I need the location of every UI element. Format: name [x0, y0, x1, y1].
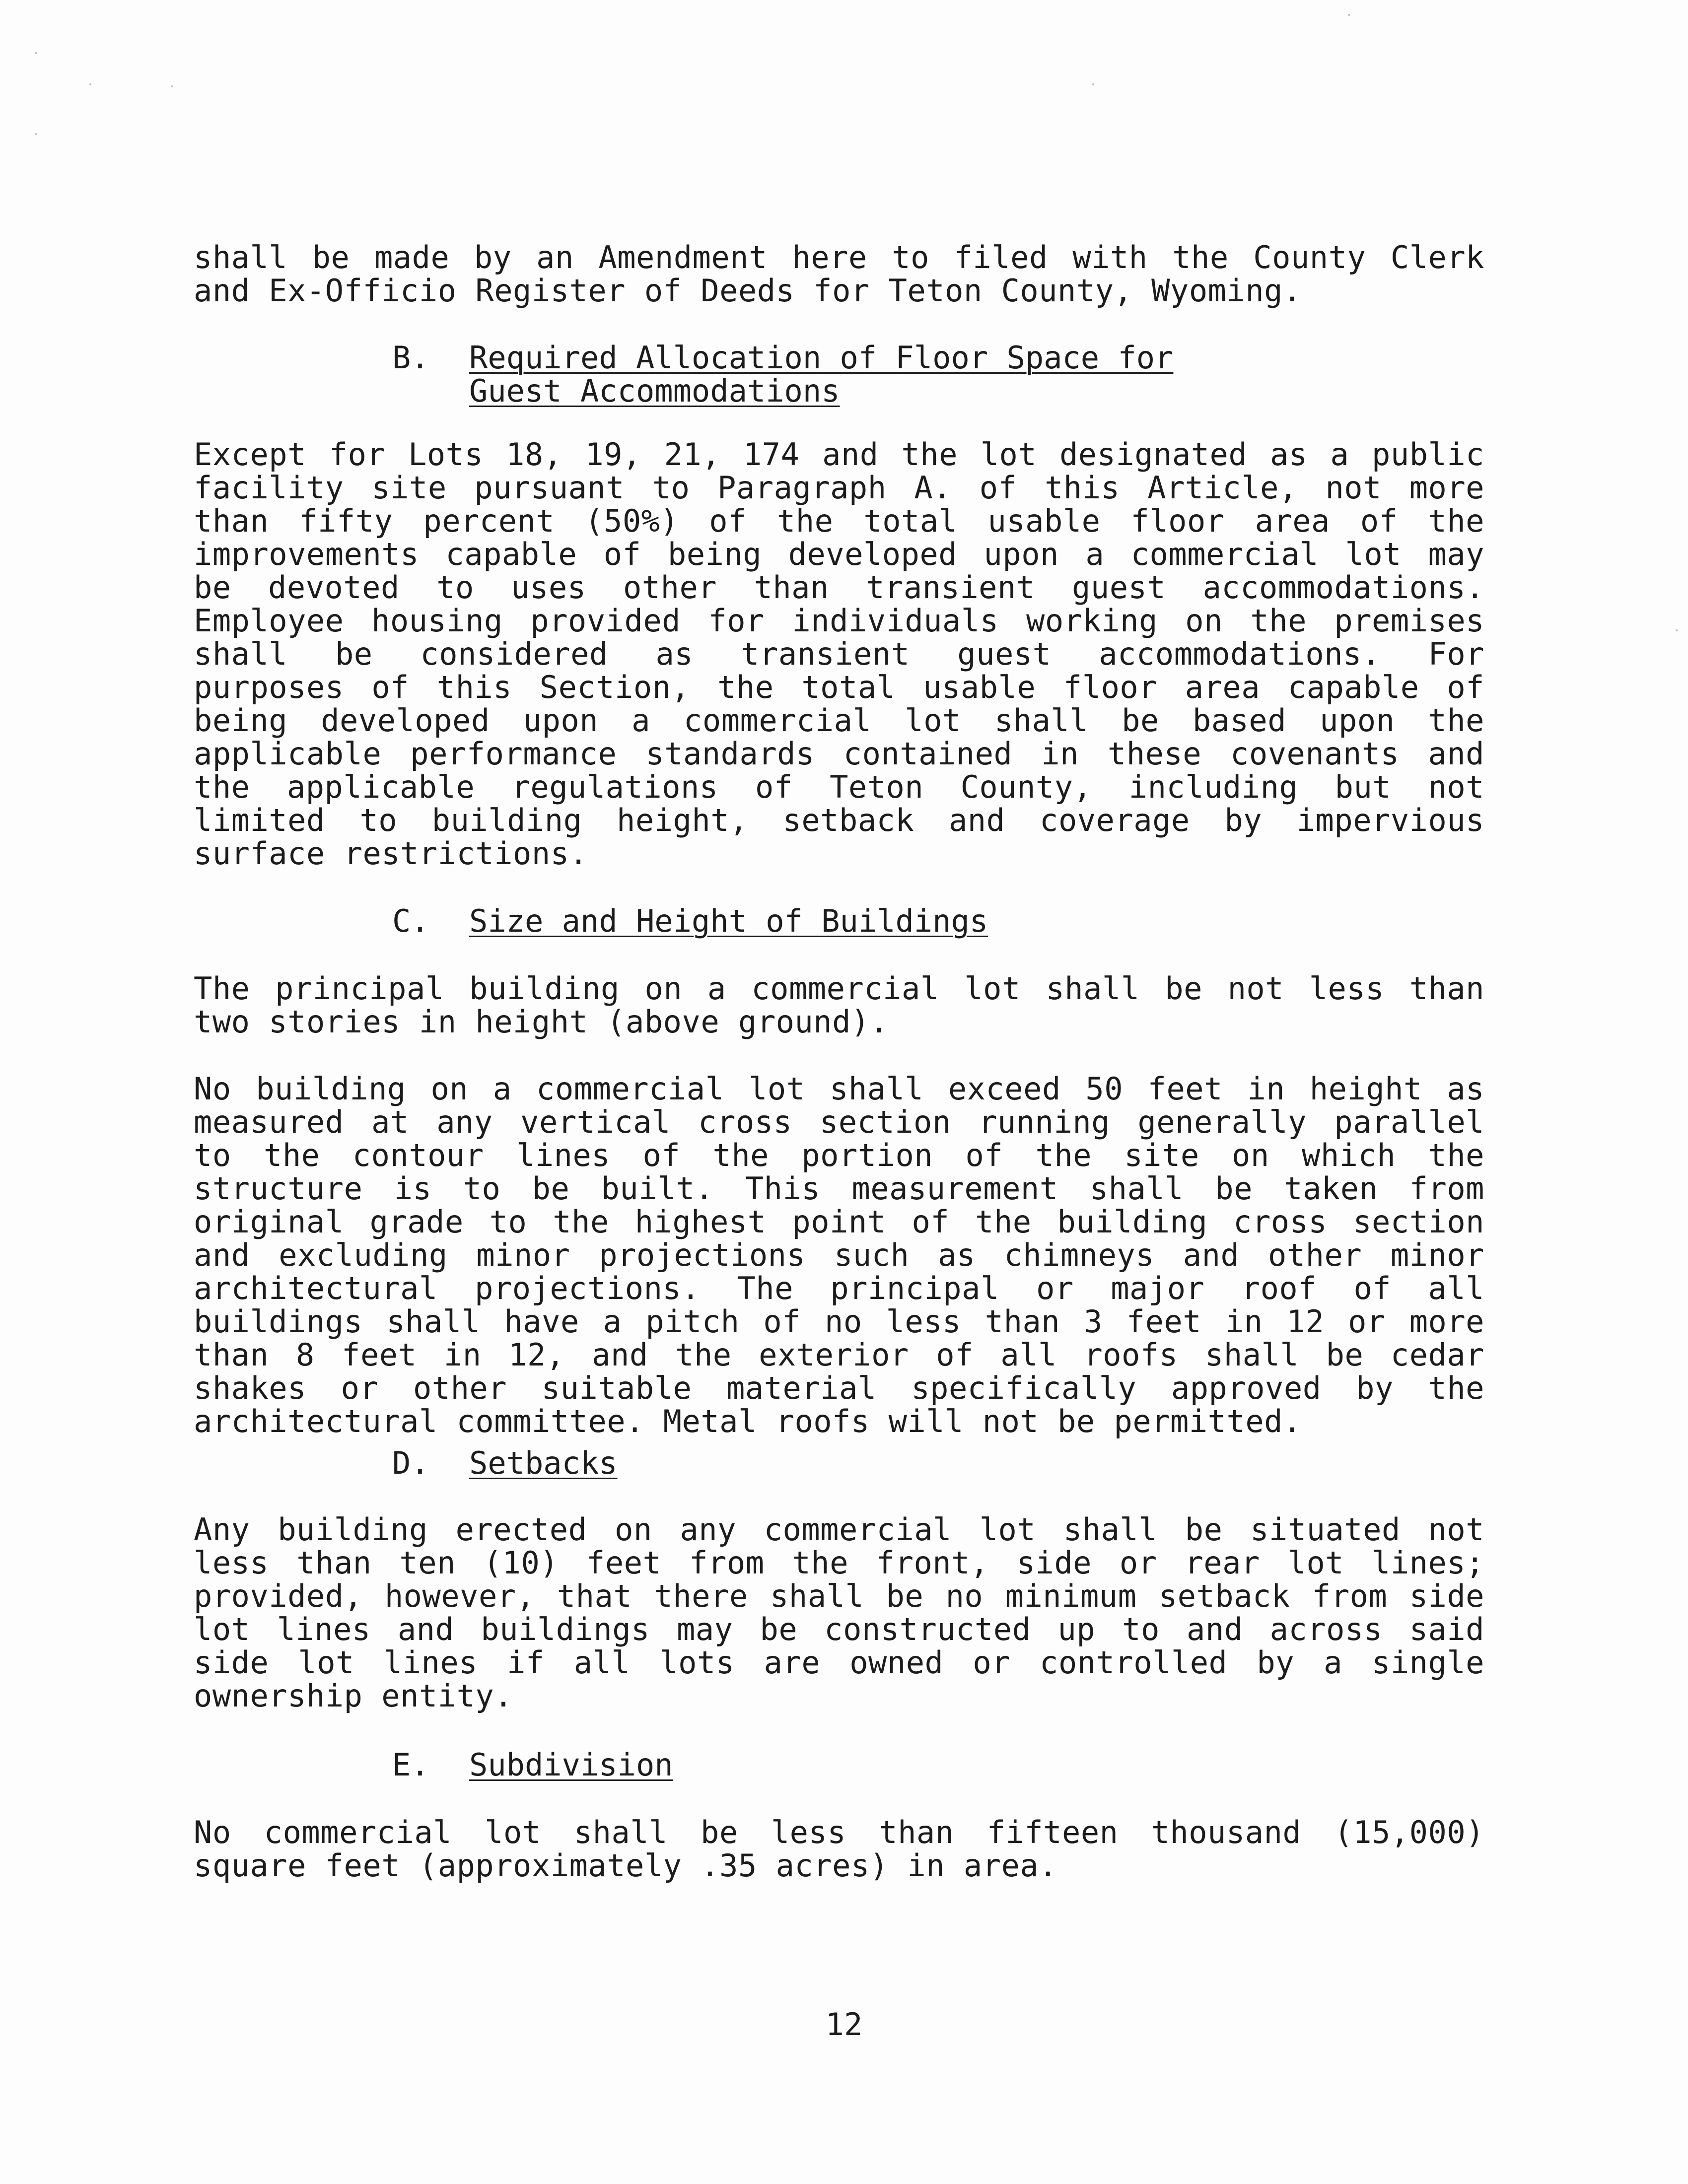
text-line: the applicable regulations of Teton County, including but not	[194, 769, 1484, 805]
text-line: purposes of this Section, the total usable floor area capable of	[194, 669, 1484, 705]
text-line: measured at any vertical cross section running generally parallel	[194, 1104, 1484, 1140]
text-line: be devoted to uses other than transient guest accommodations.	[194, 569, 1484, 606]
text-line: The principal building on a commercial lot shall be not less than	[194, 970, 1484, 1007]
section-title-continued: Guest Accommodations	[469, 373, 840, 409]
text-line: two stories in height (above ground).	[194, 1004, 889, 1040]
text-line: surface restrictions.	[194, 835, 588, 872]
text-line: improvements capable of being developed upon a commercial lot may	[194, 536, 1484, 572]
section-letter: E.	[392, 1747, 429, 1783]
text-line: structure is to be built. This measurement shall be taken from	[194, 1170, 1484, 1207]
text-line: shall be made by an Amendment here to filed with the County Clerk	[194, 239, 1484, 275]
section-letter: C.	[392, 903, 429, 939]
intro-paragraph	[194, 241, 1484, 307]
text-line: than fifty percent (50%) of the total usable floor area of the	[194, 503, 1484, 539]
text-line: Except for Lots 18, 19, 21, 174 and the lot designated as a public	[194, 436, 1484, 473]
text-line: provided, however, that there shall be no minimum setback from side	[194, 1578, 1484, 1614]
section-d-paragraph	[194, 1513, 1484, 1712]
scan-speck	[1348, 14, 1350, 16]
scan-speck	[1676, 629, 1678, 631]
section-title: Setbacks	[469, 1445, 618, 1481]
section-letter: D.	[392, 1445, 429, 1481]
scan-speck	[171, 85, 173, 87]
section-b-heading	[392, 341, 1173, 408]
section-c-paragraph-2	[194, 1072, 1484, 1438]
text-line: No building on a commercial lot shall exceed 50 feet in height as	[194, 1071, 1484, 1107]
text-line: side lot lines if all lots are owned or controlled by a single	[194, 1644, 1484, 1681]
scan-speck	[35, 52, 37, 54]
text-line: architectural committee. Metal roofs will not be permitted.	[194, 1403, 1302, 1439]
text-line: Employee housing provided for individuals working on the premises	[194, 603, 1484, 639]
scan-speck	[89, 83, 91, 85]
section-e-heading	[392, 1748, 673, 1781]
text-line: lot lines and buildings may be constructed up to and across said	[194, 1611, 1484, 1647]
text-line: to the contour lines of the portion of the site on which the	[194, 1137, 1484, 1173]
text-line: buildings shall have a pitch of no less than 3 feet in 12 or more	[194, 1303, 1484, 1340]
section-c-heading	[392, 904, 988, 938]
section-d-heading	[392, 1446, 618, 1480]
text-line: square feet (approximately .35 acres) in area.	[194, 1847, 1058, 1884]
section-title: Required Allocation of Floor Space for	[469, 340, 1174, 376]
section-e-paragraph	[194, 1816, 1484, 1882]
page-number: 12	[825, 2006, 863, 2043]
section-title: Size and Height of Buildings	[469, 903, 988, 939]
text-line: limited to building height, setback and coverage by impervious	[194, 802, 1484, 838]
section-letter: B.	[392, 340, 429, 376]
text-line: less than ten (10) feet from the front, side or rear lot lines;	[194, 1545, 1484, 1581]
text-line: shall be considered as transient guest accommodations. For	[194, 636, 1484, 672]
text-line: being developed upon a commercial lot shall be based upon the	[194, 702, 1484, 739]
text-line: facility site pursuant to Paragraph A. of this Article, not more	[194, 470, 1484, 506]
text-line: No commercial lot shall be less than fifteen thousand (15,000)	[194, 1814, 1484, 1850]
text-line: than 8 feet in 12, and the exterior of all roofs shall be cedar	[194, 1337, 1484, 1373]
text-line: and Ex-Officio Register of Deeds for Teton County, Wyoming.	[194, 273, 1302, 309]
section-title: Subdivision	[469, 1747, 673, 1783]
scan-speck	[1092, 83, 1094, 85]
text-line: ownership entity.	[194, 1678, 513, 1714]
text-line: Any building erected on any commercial lot shall be situated not	[194, 1511, 1484, 1548]
text-line: shakes or other suitable material specifically approved by the	[194, 1370, 1484, 1406]
text-line: and excluding minor projections such as chimneys and other minor	[194, 1237, 1484, 1273]
section-c-paragraph-1	[194, 972, 1484, 1038]
text-line: architectural projections. The principal or major roof of all	[194, 1270, 1484, 1306]
text-line: original grade to the highest point of the building cross section	[194, 1204, 1484, 1240]
section-b-paragraph	[194, 438, 1484, 870]
text-line: applicable performance standards contained in these covenants and	[194, 736, 1484, 772]
scan-speck	[35, 133, 37, 135]
